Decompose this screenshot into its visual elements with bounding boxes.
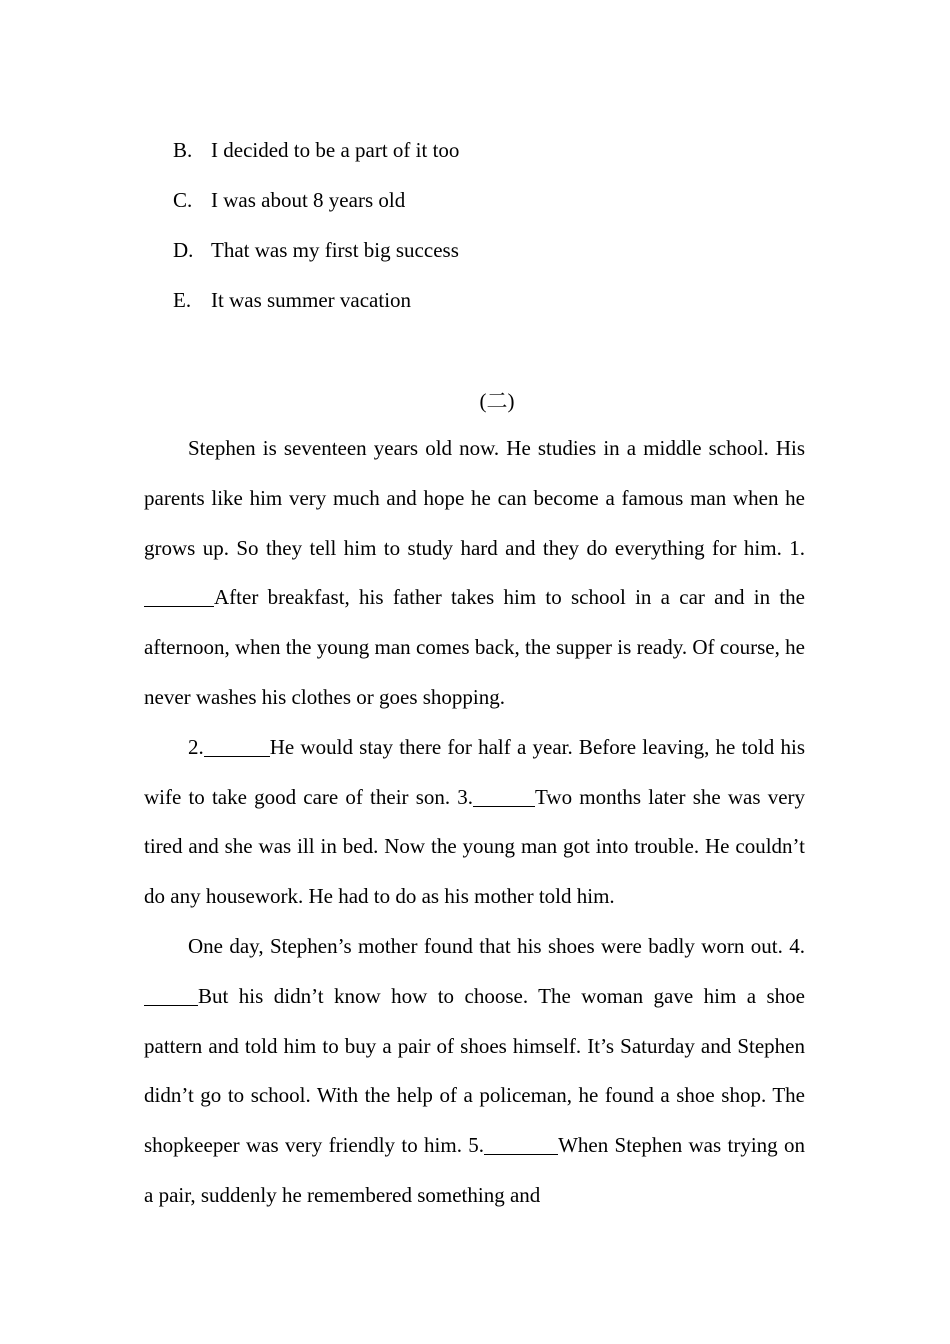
answer-blank[interactable] [144, 585, 214, 607]
passage-paragraph [144, 922, 805, 1221]
option-e [173, 275, 813, 325]
passage-text: But his didn’t know how to choose. The woman gave him a shoe pattern and told him to buy a pair of shoes himself. It’s Saturday and Stephen didn’t go to school. With the help of a policeman, he found a shoe shop. The shopkeeper was very friendly to him. 5. [144, 983, 805, 1158]
answer-blank[interactable] [484, 1133, 558, 1155]
passage-text: After breakfast, his father takes him to school in a car and in the afternoon, when the young man comes back, the supper is ready. Of course, he never washes his clothes or goes shopping. [144, 585, 805, 709]
answer-options [173, 125, 813, 325]
passage-text: Stephen is seventeen years old now. He studies in a middle school. His parents like him very much and hope he can become a famous man when he grows up. So they tell him to study hard and they do everything for him. 1. [144, 436, 805, 560]
passage-text: When Stephen was trying on a pair, suddenly he remembered something and [144, 1133, 805, 1207]
passage-paragraph [144, 424, 805, 723]
option-text: I was about 8 years old [211, 188, 406, 212]
option-text: It was summer vacation [211, 288, 412, 312]
passage-text: One day, Stephen’s mother found that his shoes were badly worn out. 4. [188, 933, 805, 958]
option-c [173, 175, 813, 225]
answer-blank[interactable] [473, 785, 535, 807]
option-d [173, 225, 813, 275]
passage-text: 2. [188, 734, 204, 759]
answer-blank[interactable] [204, 735, 270, 757]
option-letter: B. [173, 138, 193, 162]
passage-text: He would stay there for half a year. Before leaving, he told his wife to take good care of their son. 3. [144, 734, 805, 809]
option-text: I decided to be a part of it too [211, 138, 460, 162]
option-letter: E. [173, 288, 192, 312]
option-letter: D. [173, 238, 194, 262]
option-letter: C. [173, 188, 193, 212]
answer-blank[interactable] [144, 984, 198, 1006]
option-b [173, 125, 813, 175]
passage-paragraph [144, 723, 805, 922]
section-title: (二) [479, 389, 515, 413]
passage-body [144, 424, 805, 1221]
option-text: That was my first big success [211, 238, 459, 262]
passage-text: Two months later she was very tired and she was ill in bed. Now the young man got into trouble. He couldn’t do any housework. He had to do as his mother told him. [144, 784, 806, 909]
